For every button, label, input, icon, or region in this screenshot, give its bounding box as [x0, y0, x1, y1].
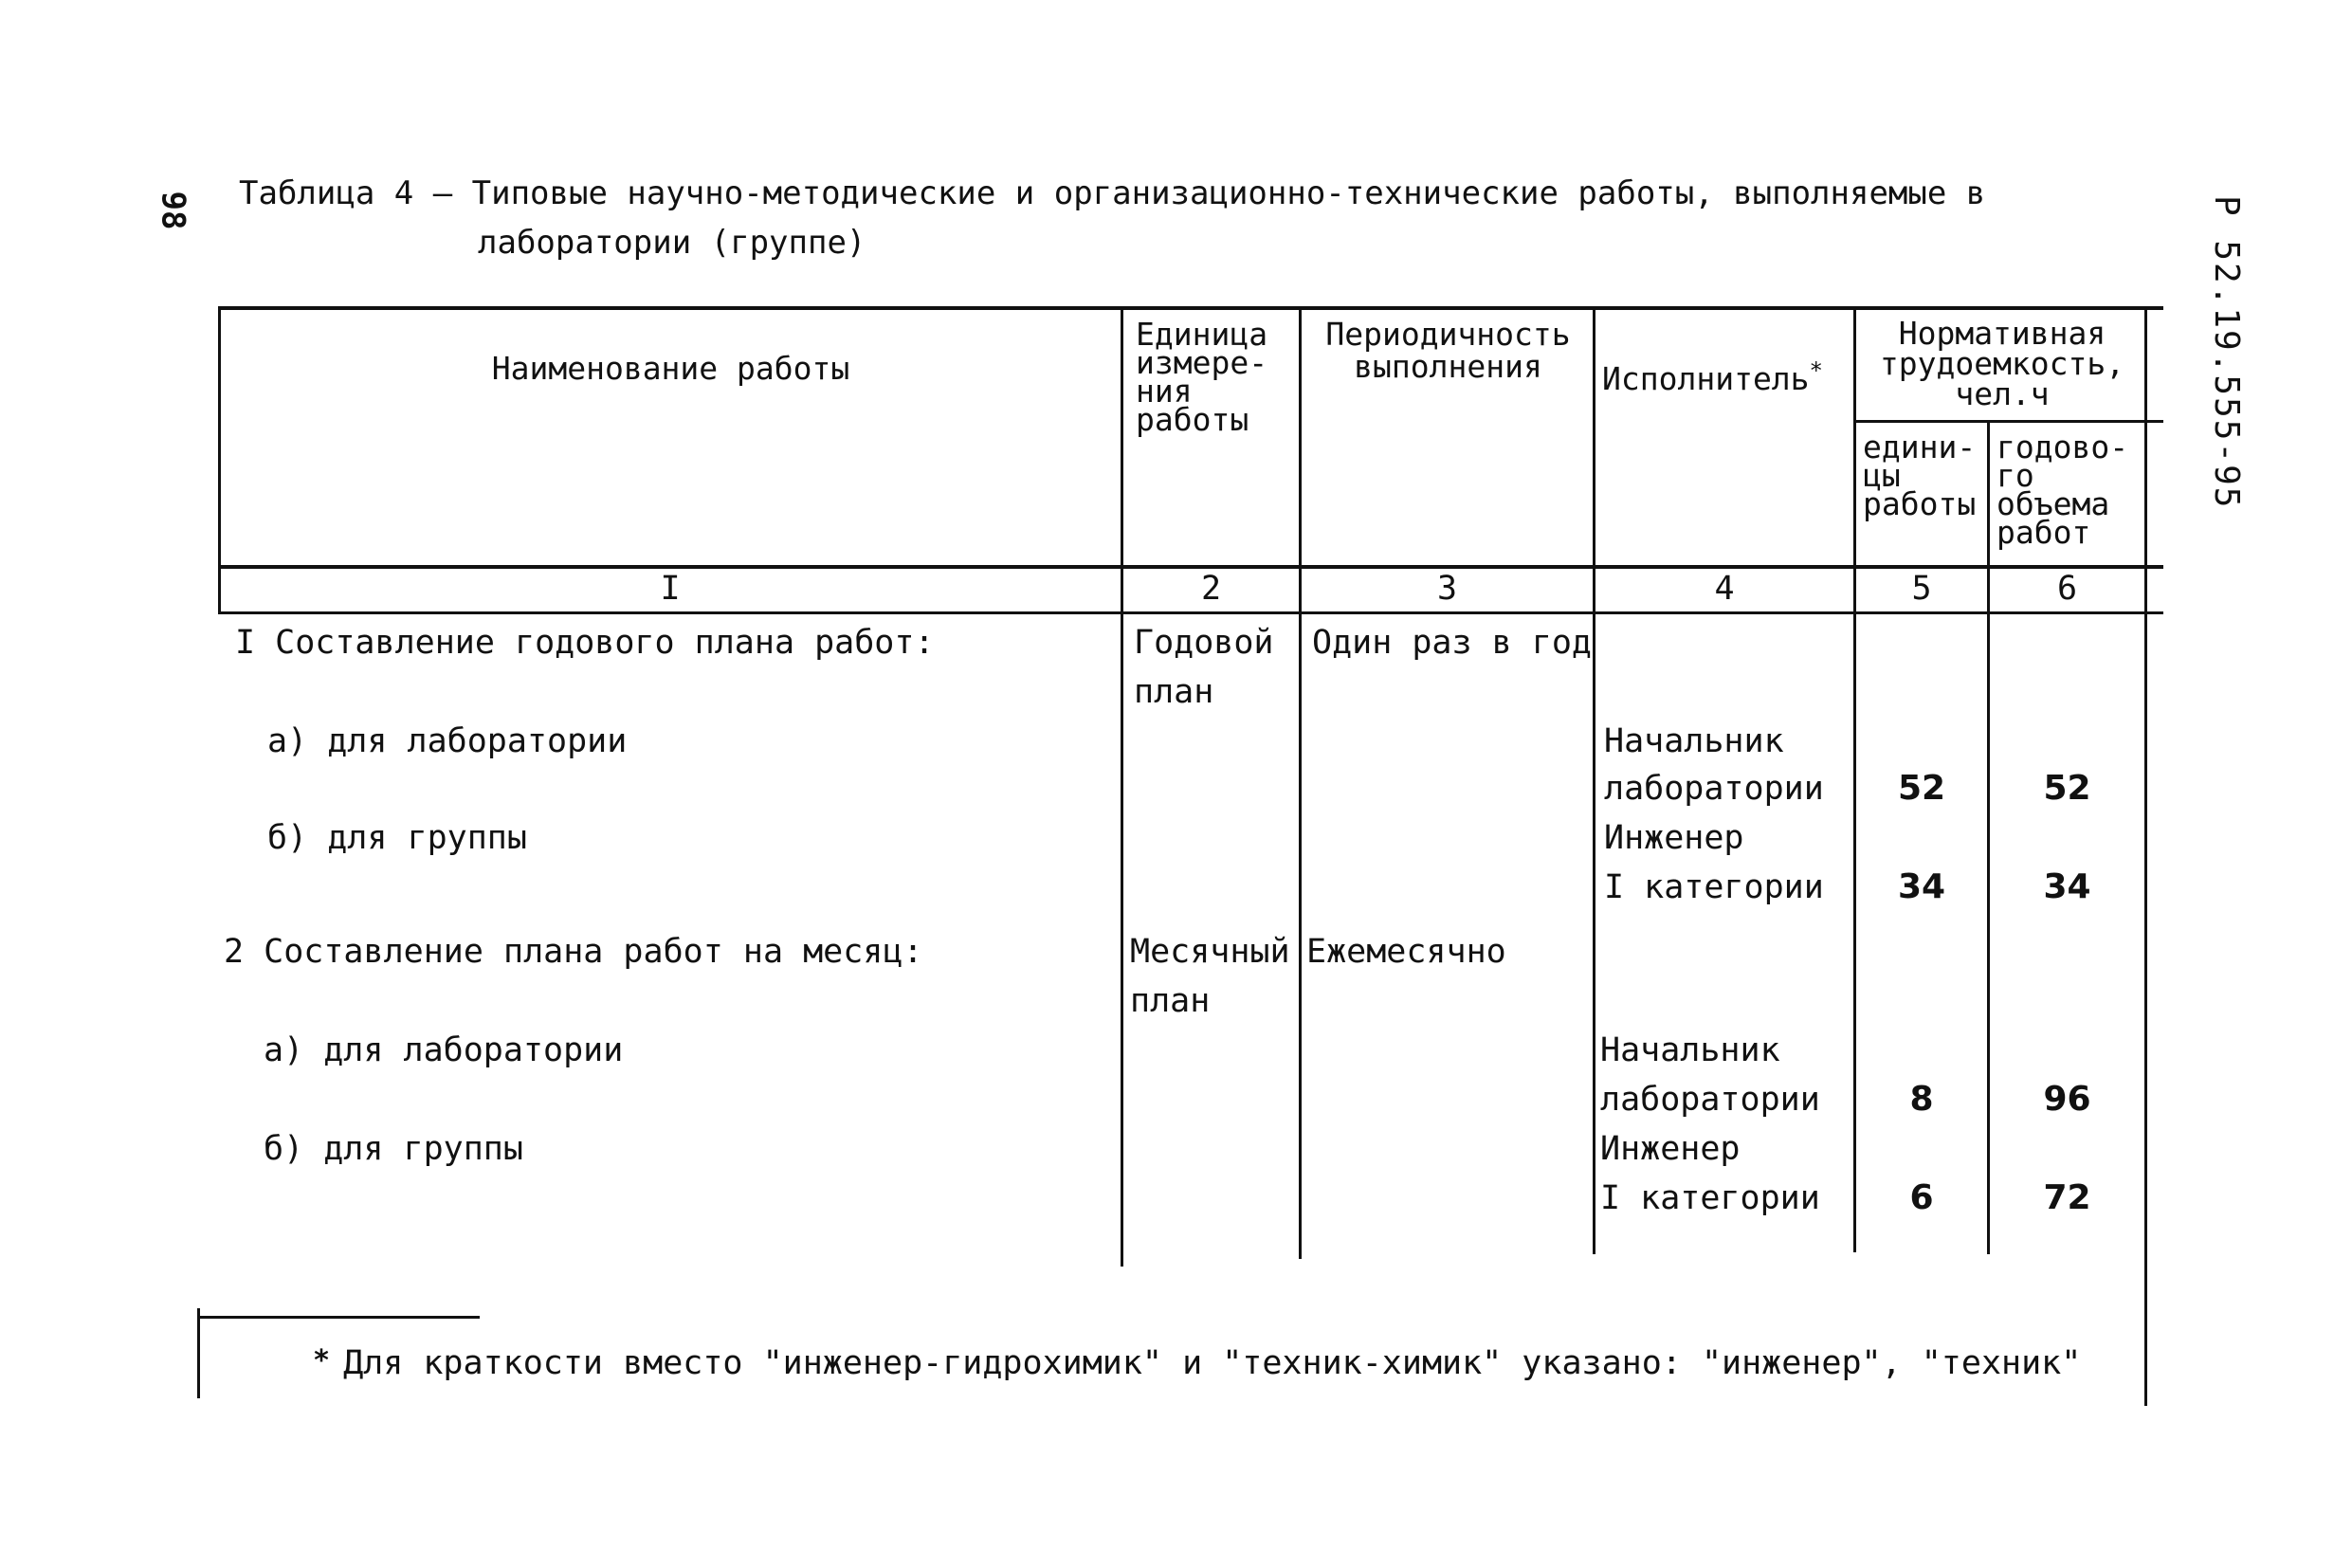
document-code: Р 52.19.555-95 — [2207, 195, 2246, 510]
table-row-2b-executor-line-2: I категории — [1600, 1179, 1820, 1217]
table-row-1a-executor-line-2: лаборатории — [1604, 770, 1824, 808]
footnote-left-border — [197, 1308, 200, 1398]
column-number-5: 5 — [1911, 570, 1932, 608]
table-row-1b-name: б) для группы — [267, 819, 527, 857]
table-row-2a-unit-value: 8 — [1909, 1080, 1934, 1119]
table-row-2b-annual-value: 72 — [2043, 1178, 2091, 1217]
table-row-2-unit-line-1: Месячный — [1130, 933, 1290, 971]
table-row-2a-executor-line-2: лаборатории — [1600, 1081, 1820, 1119]
table-row-2a-annual-value: 96 — [2043, 1080, 2091, 1119]
table-row-2a-executor-line-1: Начальник — [1600, 1031, 1780, 1069]
table-caption-line-1: Таблица 4 – Типовые научно-методические и организационно-технические работы, выполняемые в — [239, 174, 1986, 212]
column-separator-1 — [1121, 306, 1123, 1267]
table-row-1-name: I Составление годового плана работ: — [235, 624, 935, 662]
table-row-1b-annual-value: 34 — [2043, 867, 2091, 906]
page-number: 98 — [154, 191, 192, 230]
table-row-1-unit-line-1: Годовой — [1134, 624, 1274, 662]
table-row-2b-executor-line-1: Инженер — [1600, 1130, 1741, 1168]
header-periodicity: Периодичность выполнения — [1325, 316, 1571, 385]
header-labor: Нормативная трудоемкость, чел.ч — [1879, 315, 2125, 412]
header-labor-annual: годово-го объема работ — [1996, 428, 2129, 551]
table-row-2a-name: а) для лаборатории — [264, 1031, 624, 1069]
table-row-1a-annual-value: 52 — [2043, 769, 2091, 808]
table-top-border — [220, 306, 2163, 310]
table-caption — [239, 169, 2040, 267]
table-caption-line-2: лаборатории (группе) — [478, 224, 866, 262]
footnote-rule — [199, 1316, 480, 1319]
labor-header-divider — [1855, 420, 2163, 423]
table-row-1b-executor-line-1: Инженер — [1604, 819, 1744, 857]
header-unit: Единица измере-ния работы — [1136, 316, 1268, 438]
table-row-1-unit-line-2: план — [1134, 673, 1214, 711]
header-executor — [1602, 346, 1823, 404]
table-row-2b-unit-value: 6 — [1909, 1178, 1934, 1217]
table-row-2b-name: б) для группы — [264, 1130, 523, 1168]
footnote — [313, 1344, 2081, 1382]
header-work-name: Наименование работы — [491, 350, 850, 387]
table-row-1a-name: а) для лаборатории — [267, 722, 628, 760]
header-executor-label: Исполнитель — [1602, 360, 1810, 397]
column-number-6: 6 — [2056, 570, 2078, 608]
column-separator-3 — [1593, 306, 1595, 1254]
column-number-3: 3 — [1436, 570, 1458, 608]
header-executor-mark: * — [1809, 357, 1823, 384]
table-row-1a-unit-value: 52 — [1897, 769, 1946, 808]
header-labor-unit: едини-цы работы — [1863, 428, 1977, 522]
table-row-2-unit-line-2: план — [1130, 982, 1211, 1020]
column-number-1: I — [660, 570, 681, 608]
footnote-text: Для краткости вместо "инженер-гидрохимик" и "техник-химик" указано: "инженер", "техник" — [343, 1344, 2082, 1382]
table-right-border — [2144, 306, 2147, 1406]
footnote-mark: * — [313, 1344, 331, 1377]
column-separator-2 — [1299, 306, 1302, 1259]
column-separator-5 — [1987, 420, 1990, 1254]
table-row-1b-executor-line-2: I категории — [1604, 868, 1824, 906]
column-number-4: 4 — [1714, 570, 1735, 608]
table-row-2-periodicity: Ежемесячно — [1306, 933, 1506, 971]
table-row-1a-executor-line-1: Начальник — [1604, 722, 1784, 760]
table-row-1-periodicity: Один раз в год — [1312, 624, 1593, 662]
table-row-1b-unit-value: 34 — [1897, 867, 1946, 906]
column-numbers-bottom-border — [220, 611, 2163, 614]
column-number-2: 2 — [1200, 570, 1222, 608]
table-row-2-name: 2 Составление плана работ на месяц: — [224, 933, 923, 971]
